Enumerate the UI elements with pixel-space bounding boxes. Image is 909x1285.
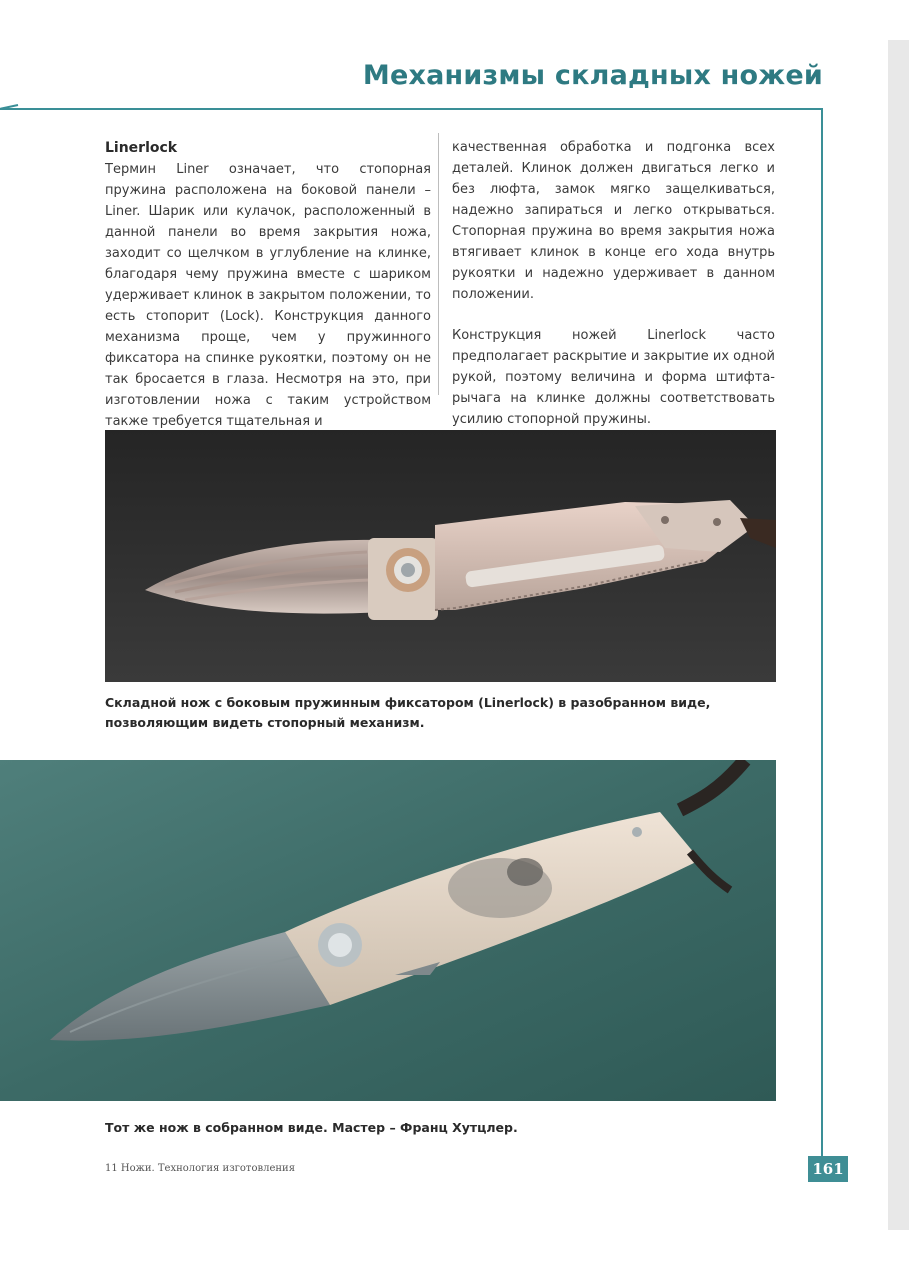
paragraph: качественная обработка и подгонка всех деталей. Клинок должен двигаться легко и без люфта, замок мягко защелкиваться, надежно запираться и легко открываться. Стопорная пружина во время закрытия ножа втягивает клинок в конце его хода внутрь рукоятки и надежно удерживает в данном положении. bbox=[452, 140, 775, 302]
vertical-rule bbox=[821, 108, 823, 1156]
running-footer: 11 Ножи. Технология изготовления bbox=[105, 1163, 296, 1174]
paragraph: Термин Liner означает, что стопорная пружина расположена на боковой панели – Liner. Шарик или кулачок, расположенный в данной панели во время закрытия ножа, заходит со щелчком в углубление на клинке, благодаря чему пружина вместе с шариком удерживает клинок в закрытом положении, то есть стопорит (Lock). Конструкция данного механизма проще, чем у пружинного фиксатора на спинке рукоятки, поэтому он не так бросается в глаза. Несмотря на это, при изготовлении ножа с таким устройством также требуется тщательная и bbox=[105, 162, 431, 429]
photo-assembled-knife bbox=[0, 760, 776, 1101]
text-column-right bbox=[452, 137, 775, 430]
page-title: Механизмы складных ножей bbox=[362, 60, 823, 91]
header-rule bbox=[0, 108, 823, 110]
figure-caption: Тот же нож в собранном виде. Мастер – Франц Хутцлер. bbox=[105, 1120, 518, 1135]
page-edge-strip bbox=[888, 40, 909, 1230]
paragraph: Конструкция ножей Linerlock часто предполагает раскрытие и закрытие их одной рукой, поэтому величина и форма штифта-рычага на клинке должны соответствовать усилию стопорной пружины. bbox=[452, 328, 775, 427]
photo-disassembled-knife bbox=[105, 430, 776, 682]
text-column-left bbox=[105, 138, 431, 432]
column-divider bbox=[438, 133, 439, 395]
figure-caption: Складной нож с боковым пружинным фиксатором (Linerlock) в разобранном виде, позволяющим видеть стопорный механизм. bbox=[105, 695, 711, 730]
page-number: 161 bbox=[808, 1156, 848, 1182]
section-heading: Linerlock bbox=[105, 140, 178, 156]
